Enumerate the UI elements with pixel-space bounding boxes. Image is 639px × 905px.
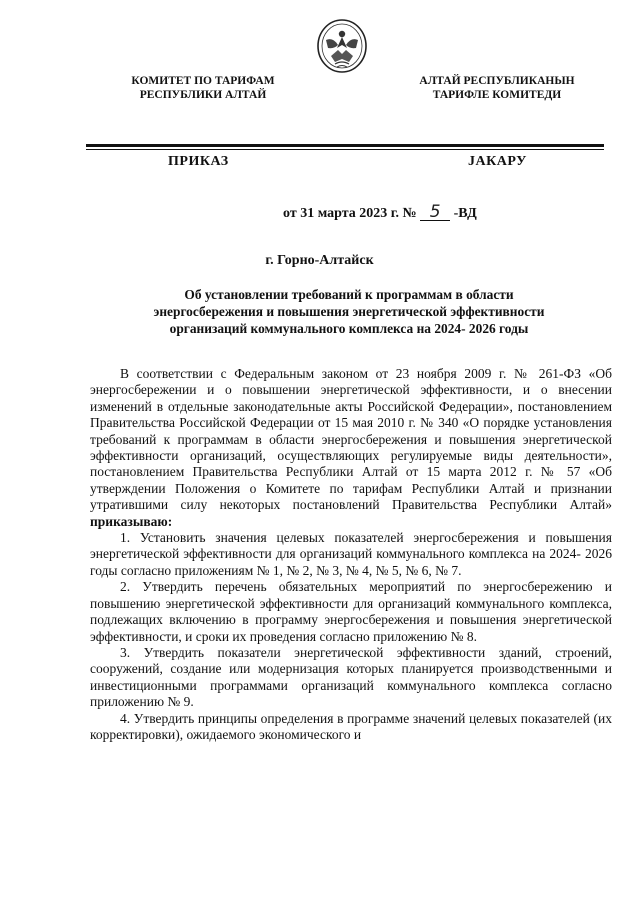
order-number-handwritten: 5 <box>420 205 450 221</box>
order-title-line2: энергосбережения и повышения энергетической эффективности <box>153 304 545 319</box>
committee-name-altai-line1: АЛТАЙ РЕСПУБЛИКАНЫН <box>419 75 575 87</box>
clause-2: 2. Утвердить перечень обязательных мероприятий по энергосбережению и повышению энергетической эффективности для организаций коммунального комплекса, подлежащих включению в программу энергосбережения и повышения энергетической эффективности, и сроки их проведения согласно приложению № 8. <box>90 579 612 644</box>
order-title-line3: организаций коммунального комплекса на 2024- 2026 годы <box>169 321 529 336</box>
order-date-number <box>283 202 477 222</box>
header-divider-thick <box>86 144 604 147</box>
doc-type-altai: JАКАРУ <box>468 154 527 169</box>
order-city: г. Горно-Алтайск <box>265 253 374 268</box>
order-date: от 31 марта 2023 г. № <box>283 206 417 221</box>
doc-type-russian: ПРИКАЗ <box>168 154 229 169</box>
committee-name-russian-line2: РЕСПУБЛИКИ АЛТАЙ <box>139 89 267 101</box>
preamble-paragraph <box>90 366 612 530</box>
committee-name-russian <box>108 74 298 102</box>
committee-name-altai <box>392 74 602 102</box>
order-number-suffix: -ВД <box>453 206 477 221</box>
preamble-text: В соответствии с Федеральным законом от 23 ноября 2009 г. № 261-ФЗ «Об энергосбережении и о повышении энергетической эффективности, и о внесении изменений в отдельные законодательные акты Российской Федерации», постановлением Правительства Российской Федерации от 15 мая 2010 г. № 340 «О порядке установления требований к программам в области энергосбережения и повышения энергетической эффективности организаций, осуществляющих регулируемые виды деятельности», постановлением Правительства Республики Алтай от 15 марта 2012 г. № 57 «Об утверждении Положения о Комитете по тарифам Республики Алтай и признании утратившими силу некоторых постановлений Правительства Республики Алтай» <box>90 366 612 513</box>
committee-name-russian-line1: КОМИТЕТ ПО ТАРИФАМ <box>131 75 275 87</box>
coat-of-arms-emblem-icon <box>316 18 368 74</box>
order-title <box>96 286 602 337</box>
header-divider-thin <box>86 149 604 150</box>
committee-name-altai-line2: ТАРИФЛЕ КОМИТЕДИ <box>432 89 562 101</box>
order-body <box>90 366 612 743</box>
order-title-line1: Об установлении требований к программам в области <box>184 287 514 302</box>
clause-3: 3. Утвердить показатели энергетической эффективности зданий, строений, сооружений, создание или модернизация которых планируется производственными и инвестиционными программами организаций коммунального комплекса согласно приложению № 9. <box>90 644 612 710</box>
order-verb: приказываю: <box>90 513 173 529</box>
clause-4: 4. Утвердить принципы определения в программе значений целевых показателей (их корректировки), ожидаемого экономического и <box>90 710 612 742</box>
clause-1: 1. Установить значения целевых показателей энергосбережения и повышения энергетической эффективности для организаций коммунального комплекса на 2024- 2026 годы согласно приложениям № 1, № 2, № 3, № 4, № 5, № 6, № 7. <box>90 530 612 578</box>
